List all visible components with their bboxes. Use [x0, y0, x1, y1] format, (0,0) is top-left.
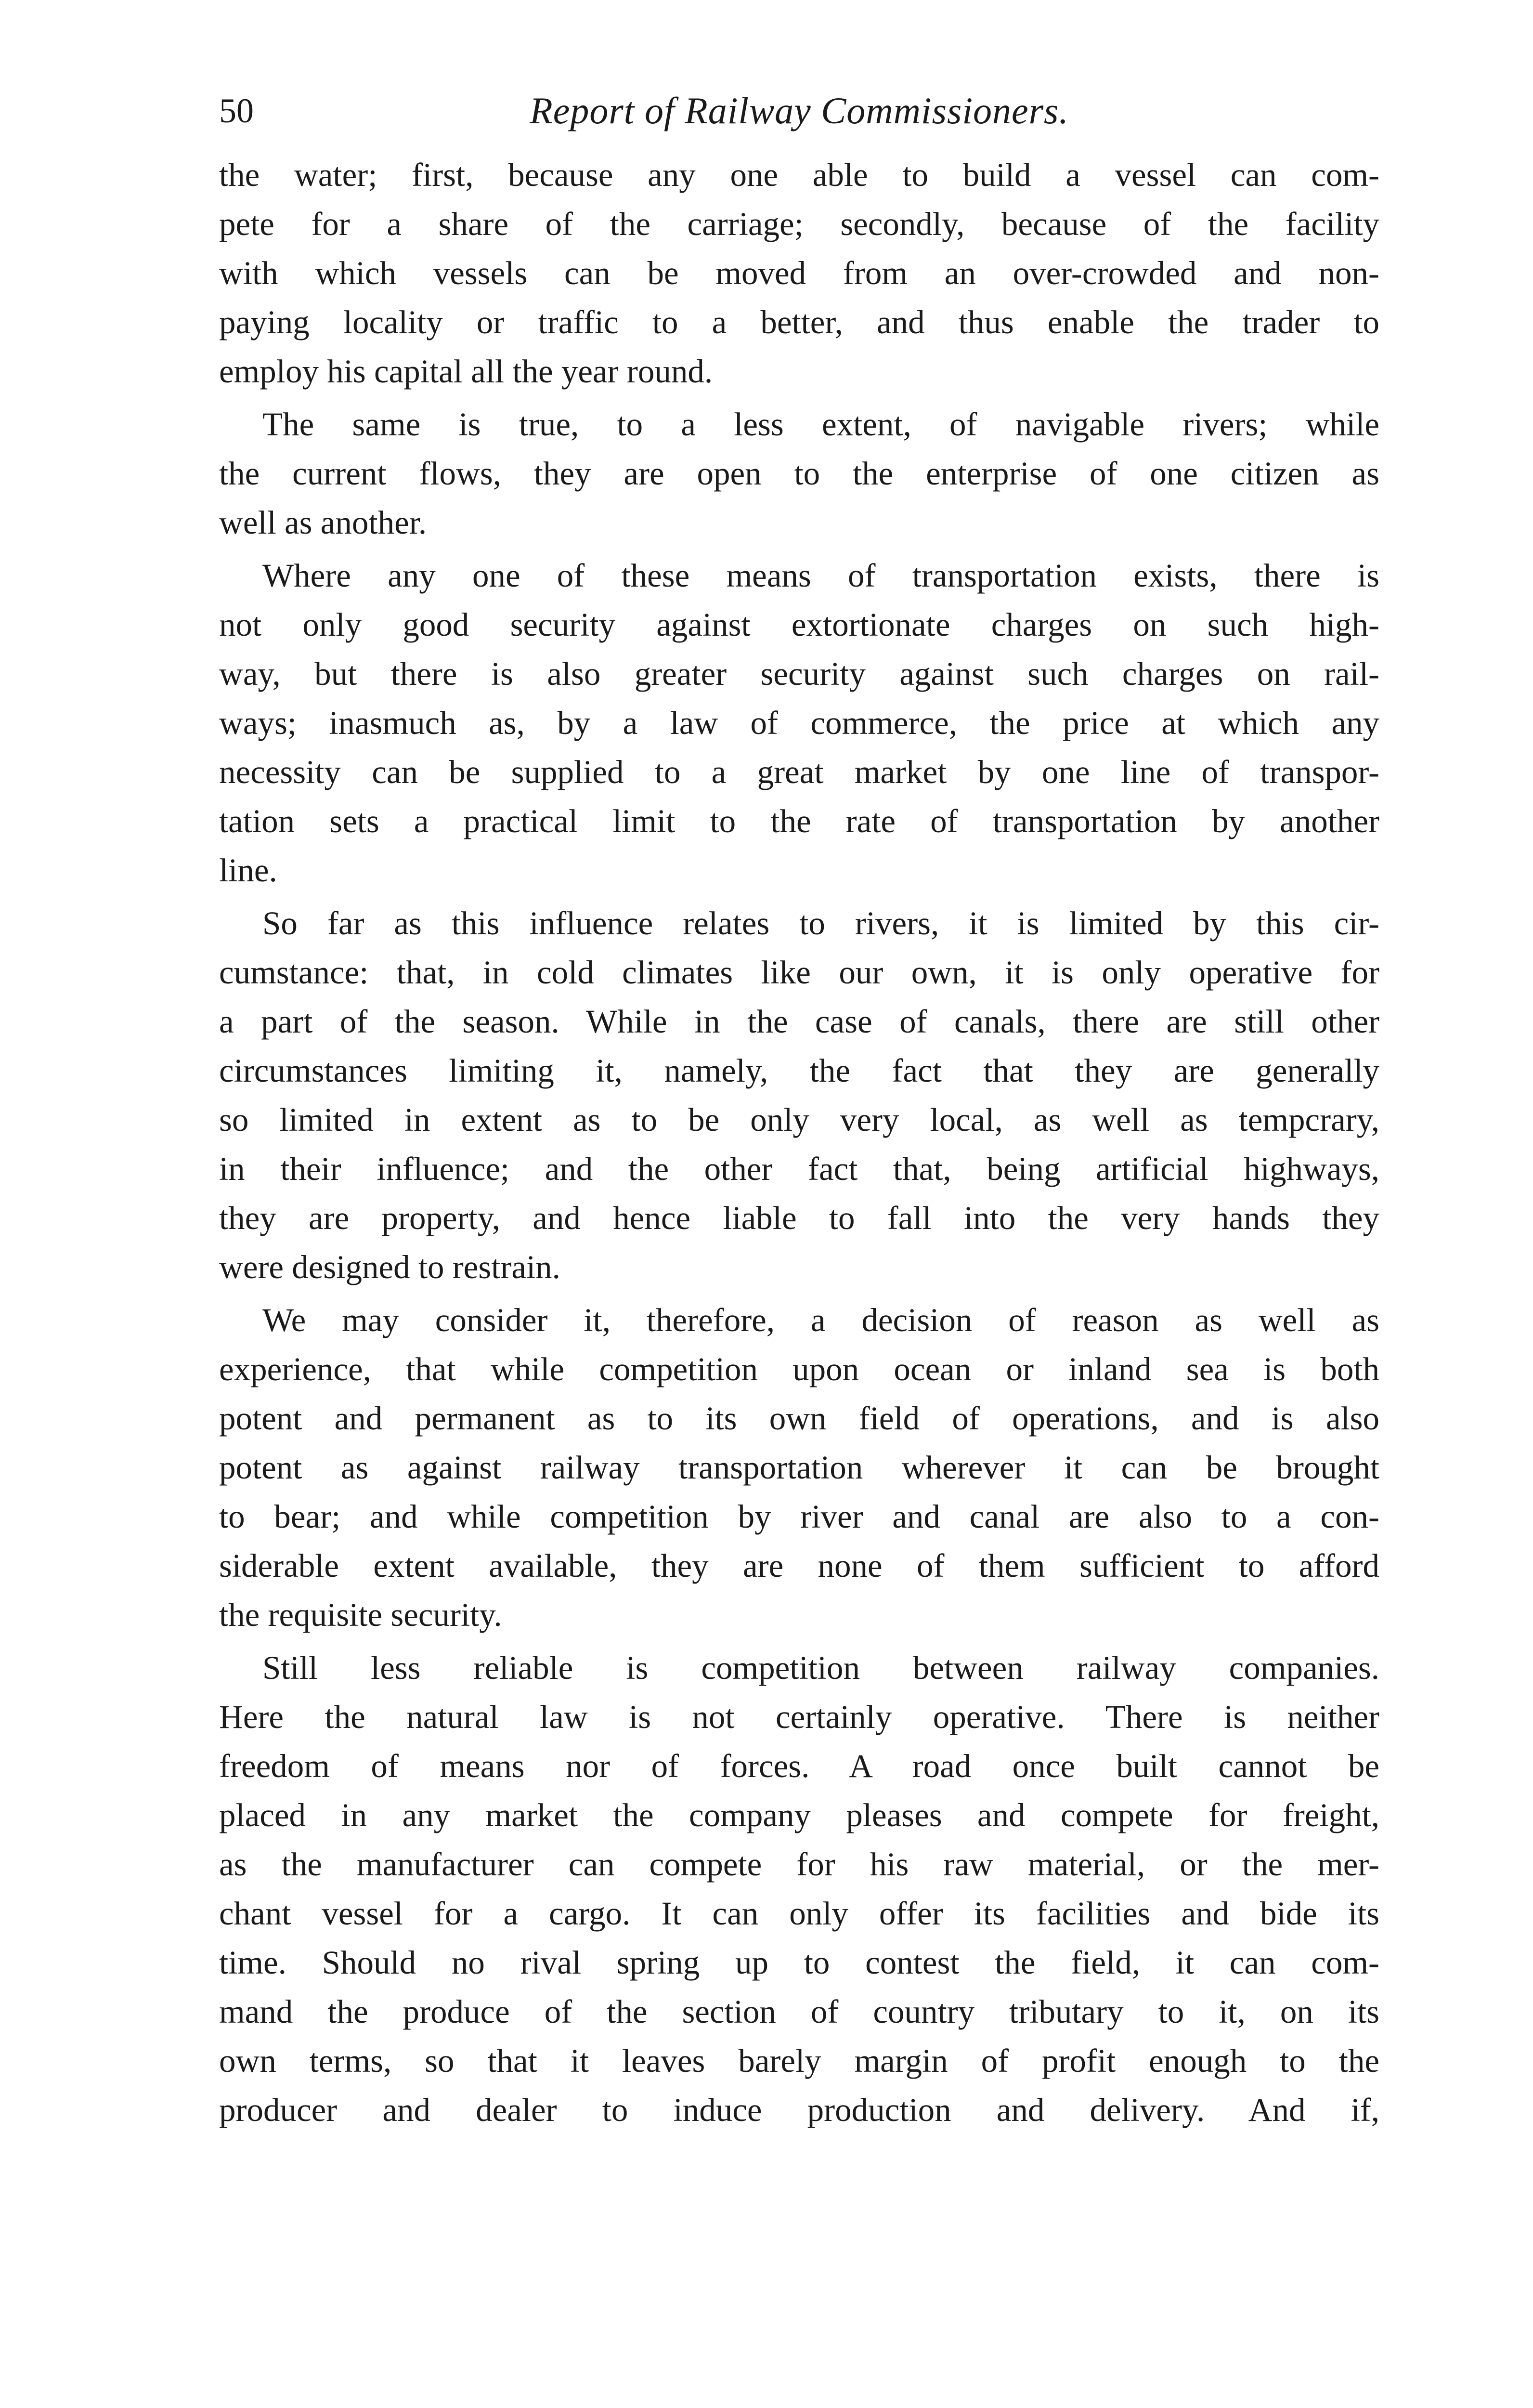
text-line: producer and dealer to induce production and delivery. And if,: [219, 2092, 1379, 2128]
text-line: the water; first, because any one able to build a vessel can com-: [219, 157, 1379, 193]
paragraph-6: [219, 1643, 1379, 2134]
paragraph-5: [219, 1296, 1379, 1639]
text-line: Here the natural law is not certainly operative. There is neither: [219, 1699, 1379, 1735]
text-line: in their influence; and the other fact that, being artificial highways,: [219, 1151, 1379, 1187]
page-number: 50: [219, 92, 254, 130]
text-line: line.: [219, 852, 277, 889]
text-line: not only good security against extortionate charges on such high-: [219, 606, 1379, 643]
text-line: the current flows, they are open to the enterprise of one citizen as: [219, 455, 1379, 492]
text-line: pete for a share of the carriage; secondly, because of the facility: [219, 206, 1379, 242]
text-line: potent and permanent as to its own field of operations, and is also: [219, 1400, 1379, 1437]
text-line: Still less reliable is competition between railway companies.: [262, 1649, 1379, 1686]
text-line: employ his capital all the year round.: [219, 353, 713, 390]
text-line: We may consider it, therefore, a decision of reason as well as: [262, 1302, 1379, 1338]
text-line: as the manufacturer can compete for his raw material, or the mer-: [219, 1846, 1379, 1883]
running-title: Report of Railway Commissioners.: [530, 90, 1069, 131]
text-line: were designed to restrain.: [219, 1249, 560, 1285]
text-line: placed in any market the company pleases and compete for freight,: [219, 1797, 1379, 1833]
text-line: ways; inasmuch as, by a law of commerce, the price at which any: [219, 705, 1379, 741]
text-line: necessity can be supplied to a great market by one line of transpor-: [219, 754, 1379, 790]
body-text: [219, 150, 1379, 2138]
text-line: own terms, so that it leaves barely margin of profit enough to the: [219, 2042, 1379, 2079]
text-line: mand the produce of the section of country tributary to it, on its: [219, 1993, 1379, 2030]
text-line: the requisite security.: [219, 1597, 502, 1633]
paragraph-3: [219, 551, 1379, 895]
text-line: tation sets a practical limit to the rate of transportation by another: [219, 803, 1379, 839]
paragraph-4: [219, 899, 1379, 1292]
text-line: time. Should no rival spring up to contest the field, it can com-: [219, 1944, 1379, 1981]
text-line: siderable extent available, they are none of them sufficient to afford: [219, 1547, 1379, 1584]
paragraph-2: [219, 400, 1379, 547]
text-line: they are property, and hence liable to fall into the very hands they: [219, 1200, 1379, 1236]
text-line: potent as against railway transportation wherever it can be brought: [219, 1449, 1379, 1486]
text-line: cumstance: that, in cold climates like our own, it is only operative for: [219, 954, 1379, 991]
running-head: [219, 82, 1379, 140]
paragraph-1: [219, 150, 1379, 396]
text-line: experience, that while competition upon ocean or inland sea is both: [219, 1351, 1379, 1387]
text-line: Where any one of these means of transportation exists, there is: [262, 557, 1379, 594]
text-line: well as another.: [219, 504, 427, 541]
text-line: chant vessel for a cargo. It can only offer its facilities and bide its: [219, 1895, 1379, 1932]
text-line: The same is true, to a less extent, of navigable rivers; while: [262, 406, 1379, 443]
text-line: circumstances limiting it, namely, the fact that they are generally: [219, 1052, 1379, 1089]
text-line: so limited in extent as to be only very local, as well as tempcrary,: [219, 1101, 1379, 1138]
text-line: a part of the season. While in the case of canals, there are still other: [219, 1003, 1379, 1040]
text-line: paying locality or traffic to a better, and thus enable the trader to: [219, 304, 1379, 340]
text-line: to bear; and while competition by river and canal are also to a con-: [219, 1498, 1379, 1535]
text-line: with which vessels can be moved from an over-crowded and non-: [219, 255, 1379, 291]
text-line: freedom of means nor of forces. A road once built cannot be: [219, 1748, 1379, 1784]
text-line: So far as this influence relates to rivers, it is limited by this cir-: [262, 905, 1379, 942]
text-line: way, but there is also greater security against such charges on rail-: [219, 655, 1379, 692]
